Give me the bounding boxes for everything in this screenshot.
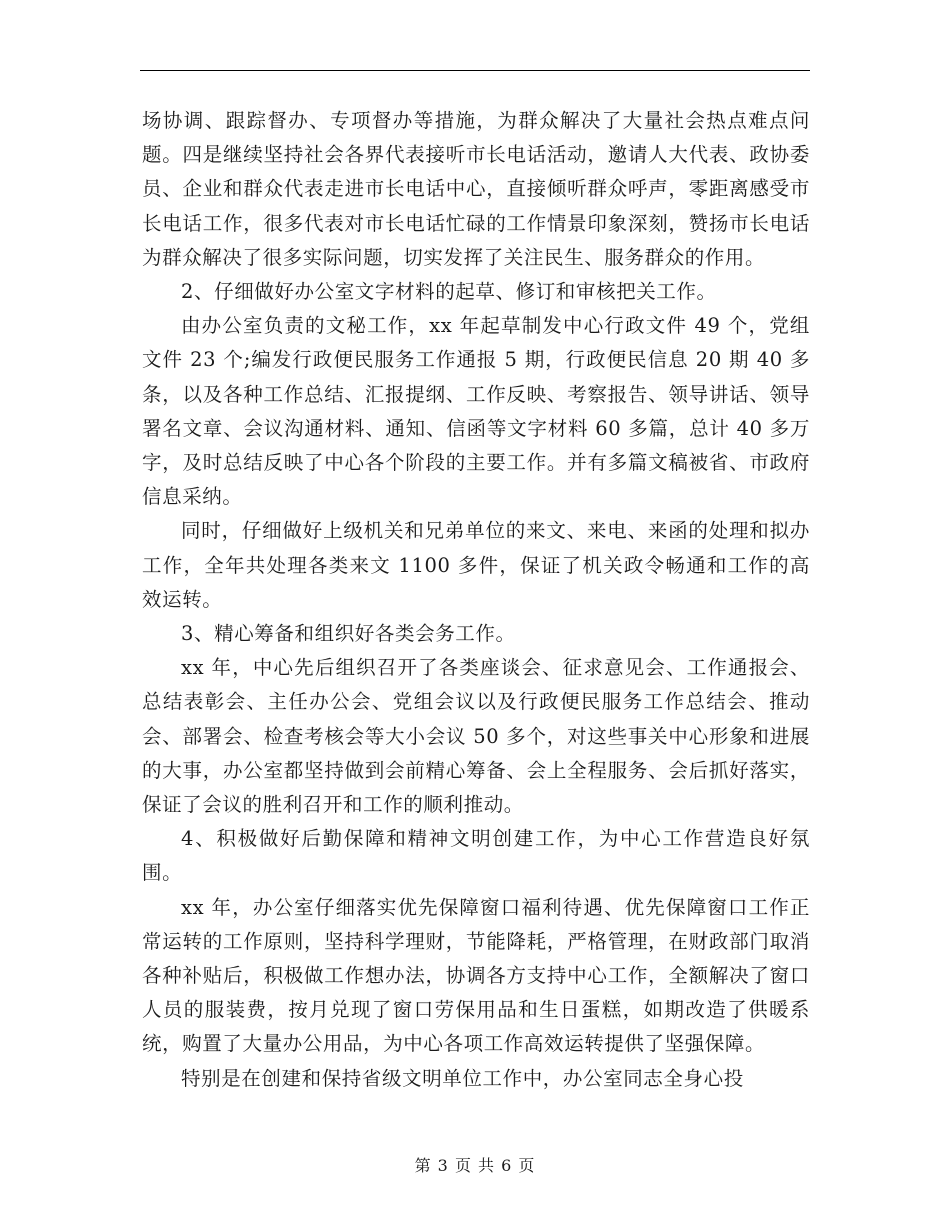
section-heading-3: 3、精心筹备和组织好各类会务工作。	[181, 622, 516, 646]
paragraph-4: 同时，仔细做好上级机关和兄弟单位的来文、来电、来函的处理和拟办工作，全年共处理各类来文 1100 多件，保证了机关政令畅通和工作的高效运转。	[142, 519, 810, 611]
document-body	[142, 104, 810, 1096]
paragraph-8: xx 年，办公室仔细落实优先保障窗口福利待遇、优先保障窗口工作正常运转的工作原则，坚持科学理财，节能降耗，严格管理，在财政部门取消各种补贴后，积极做工作想办法，协调各方支持中心工作，全额解决了窗口人员的服装费，按月兑现了窗口劳保用品和生日蛋糕，如期改造了供暖系统，购置了大量办公用品，为中心各项工作高效运转提供了坚强保障。	[142, 895, 810, 1056]
paragraph-3: 由办公室负责的文秘工作，xx 年起草制发中心行政文件 49 个，党组文件 23 个;编发行政便民服务工作通报 5 期，行政便民信息 20 期 40 多条，以及各种工作总结、汇报提纲、工作反映、考察报告、领导讲话、领导署名文章、会议沟通材料、通知、信函等文字材料 60 多篇，总计 40 多万字，及时总结反映了中心各个阶段的主要工作。并有多篇文稿被省、市政府信息采纳。	[142, 314, 810, 509]
paragraph-1: 场协调、跟踪督办、专项督办等措施，为群众解决了大量社会热点难点问题。四是继续坚持社会各界代表接听市长电话活动，邀请人大代表、政协委员、企业和群众代表走进市长电话中心，直接倾听群众呼声，零距离感受市长电话工作，很多代表对市长电话忙碌的工作情景印象深刻，赞扬市长电话为群众解决了很多实际问题，切实发挥了关注民生、服务群众的作用。	[142, 109, 810, 269]
section-heading-2: 2、仔细做好办公室文字材料的起草、修订和审核把关工作。	[181, 280, 717, 304]
paragraph-9: 特别是在创建和保持省级文明单位工作中，办公室同志全身心投	[181, 1066, 744, 1090]
header-rule	[140, 70, 810, 71]
section-heading-4: 4、积极做好后勤保障和精神文明创建工作，为中心工作营造良好氛围。	[142, 827, 810, 885]
paragraph-6: xx 年，中心先后组织召开了各类座谈会、征求意见会、工作通报会、总结表彰会、主任办公会、党组会议以及行政便民服务工作总结会、推动会、部署会、检查考核会等大小会议 50 多个，对这些事关中心形象和进展的大事，办公室都坚持做到会前精心筹备、会上全程服务、会后抓好落实，保证了会议的胜利召开和工作的顺利推动。	[142, 656, 810, 817]
page-number-footer: 第 3 页 共 6 页	[414, 1156, 536, 1175]
